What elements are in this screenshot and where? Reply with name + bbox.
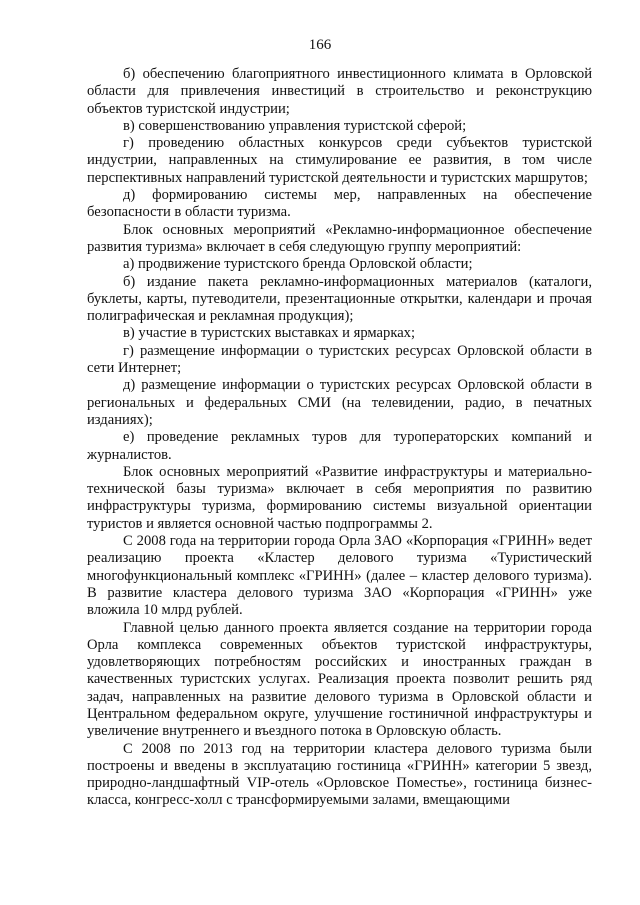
paragraph: в) участие в туристских выставках и ярмарках; (123, 325, 416, 342)
paragraph: С 2008 года на территории города Орла ЗАО «Корпорация «ГРИНН» ведет реализацию проекта «Кластер делового туризма «Туристический многофункциональный комплекс «ГРИНН» (далее – кластер делового туризма). В развитие кластера делового туризма ЗАО «Корпорация «ГРИНН» уже вложила 10 млрд рублей. (87, 533, 592, 619)
paragraph: б) обеспечению благоприятного инвестиционного климата в Орловской области для привлечения инвестиций в строительство и реконструкцию объектов туристской индустрии; (87, 66, 592, 117)
paragraph: г) размещение информации о туристских ресурсах Орловской области в сети Интернет; (87, 342, 592, 377)
paragraph: д) размещение информации о туристских ресурсах Орловской области в региональных и федеральных СМИ (на телевидении, радио, в печатных изданиях); (87, 377, 592, 428)
paragraph: д) формированию системы мер, направленных на обеспечение безопасности в области туризма. (87, 187, 592, 221)
paragraph: Блок основных мероприятий «Развитие инфраструктуры и материально-технической базы туризма» включает в себя мероприятия по развитию инфраструктуры туризма, формированию системы визуальной ориентации туристов и является основной частью подпрограммы 2. (87, 463, 592, 532)
paragraph: Блок основных мероприятий «Рекламно-информационное обеспечение развития туризма» включает в себя следующую группу мероприятий: (87, 221, 592, 255)
page-number: 166 (308, 37, 332, 53)
paragraph: е) проведение рекламных туров для туроператорских компаний и журналистов. (87, 429, 592, 463)
paragraph: г) проведению областных конкурсов среди субъектов туристской индустрии, направленных на стимулирование ее развития, в том числе перспективных направлений туристской деятельности и туристских маршрутов; (87, 135, 592, 186)
paragraph: С 2008 по 2013 год на территории кластера делового туризма были построены и введены в эксплуатацию гостиница «ГРИНН» категории 5 звезд, природно-ландшафтный VIP-отель «Орловское Поместье», гостиница бизнес-класса, конгресс-холл с трансформируемыми залами, вмещающими (87, 740, 592, 809)
document-body (87, 66, 592, 810)
paragraph: б) издание пакета рекламно-информационных материалов (каталоги, буклеты, карты, путеводители, презентационные открытки, календари и прочая полиграфическая и рекламная продукция); (87, 273, 592, 325)
paragraph: Главной целью данного проекта является создание на территории города Орла комплекса современных объектов туристской инфраструктуры, удовлетворяющих потребностям российских и иностранных граждан в качественных туристских услугах. Реализация проекта позволит решить ряд задач, направленных на развитие делового туризма в Орловской области и Центральном федеральном округе, улучшение гостиничной инфраструктуры и увеличение внутреннего и въездного потока в Орловскую область. (87, 619, 592, 740)
paragraph: в) совершенствованию управления туристской сферой; (123, 117, 467, 134)
paragraph: а) продвижение туристского бренда Орловской области; (123, 256, 473, 273)
